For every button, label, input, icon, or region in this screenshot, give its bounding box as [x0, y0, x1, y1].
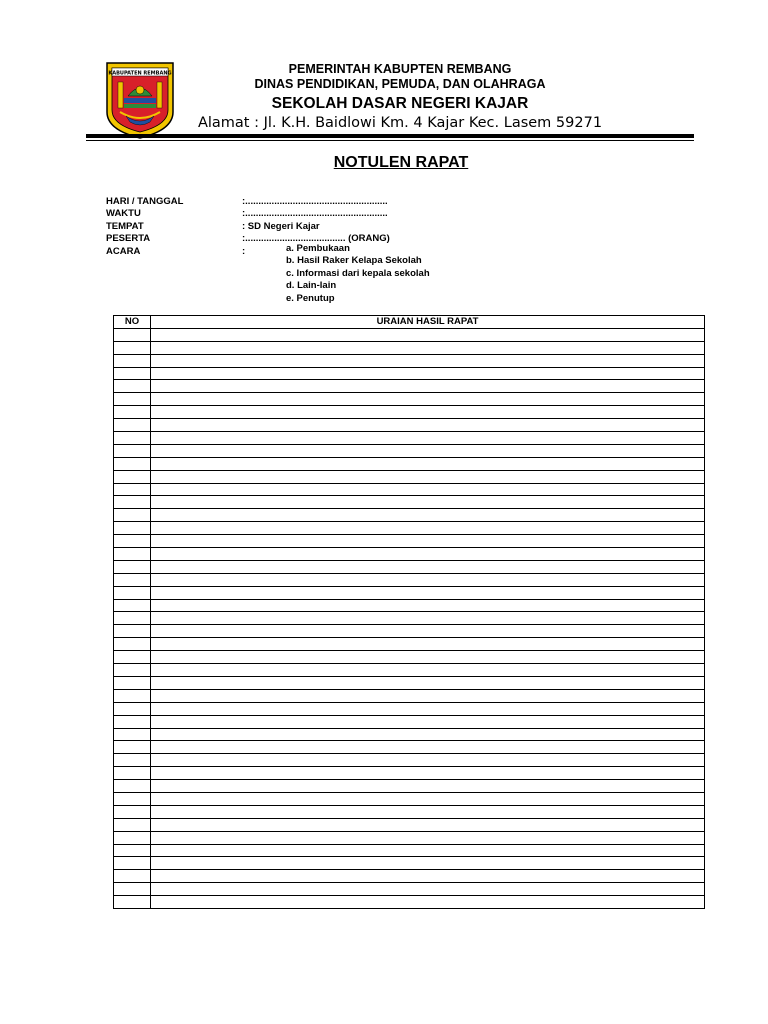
table-row: [114, 767, 705, 780]
cell-no: [114, 328, 151, 341]
cell-no: [114, 380, 151, 393]
cell-uraian: [151, 599, 705, 612]
letterhead: [180, 62, 620, 132]
cell-no: [114, 599, 151, 612]
cell-no: [114, 767, 151, 780]
cell-no: [114, 612, 151, 625]
cell-uraian: [151, 625, 705, 638]
cell-uraian: [151, 419, 705, 432]
cell-no: [114, 844, 151, 857]
agenda-list: [286, 243, 430, 305]
cell-no: [114, 354, 151, 367]
cell-no: [114, 509, 151, 522]
cell-no: [114, 560, 151, 573]
cell-uraian: [151, 818, 705, 831]
document-title: NOTULEN RAPAT: [333, 154, 469, 171]
table-row: [114, 883, 705, 896]
table-row: [114, 676, 705, 689]
table-row: [114, 780, 705, 793]
cell-no: [114, 444, 151, 457]
school-name: SEKOLAH DASAR NEGERI KAJAR: [271, 95, 529, 112]
table-row: [114, 586, 705, 599]
cell-uraian: [151, 509, 705, 522]
cell-no: [114, 792, 151, 805]
table-row: [114, 857, 705, 870]
cell-uraian: [151, 780, 705, 793]
info-value: :......................................................: [242, 196, 388, 207]
cell-no: [114, 883, 151, 896]
info-label: PESERTA: [106, 233, 151, 245]
table-row: [114, 792, 705, 805]
government-name: PEMERINTAH KABUPTEN REMBANG: [288, 62, 512, 76]
school-address: Alamat : Jl. K.H. Baidlowi Km. 4 Kajar Kec. Lasem 59271: [197, 115, 603, 131]
cell-uraian: [151, 444, 705, 457]
cell-no: [114, 857, 151, 870]
cell-uraian: [151, 612, 705, 625]
cell-no: [114, 393, 151, 406]
cell-no: [114, 728, 151, 741]
cell-no: [114, 818, 151, 831]
cell-uraian: [151, 522, 705, 535]
table-row: [114, 870, 705, 883]
cell-no: [114, 780, 151, 793]
cell-uraian: [151, 457, 705, 470]
table-body: [114, 328, 705, 908]
kabupaten-rembang-emblem: [104, 60, 176, 140]
table-row: [114, 702, 705, 715]
table-row: [114, 522, 705, 535]
table-row: [114, 560, 705, 573]
info-label: TEMPAT: [106, 220, 144, 232]
cell-uraian: [151, 393, 705, 406]
table-row: [114, 509, 705, 522]
cell-no: [114, 548, 151, 561]
cell-no: [114, 573, 151, 586]
table-row: [114, 380, 705, 393]
table-row: [114, 535, 705, 548]
table-row: [114, 651, 705, 664]
info-value: :......................................................: [242, 208, 388, 220]
table-row: [114, 483, 705, 496]
cell-uraian: [151, 664, 705, 677]
table-row: [114, 625, 705, 638]
table-row: [114, 354, 705, 367]
cell-no: [114, 406, 151, 419]
agenda-item: b. Hasil Raker Kelapa Sekolah: [286, 255, 422, 267]
cell-uraian: [151, 805, 705, 818]
cell-uraian: [151, 792, 705, 805]
cell-uraian: [151, 432, 705, 445]
table-header-row: [114, 316, 705, 329]
table-row: [114, 470, 705, 483]
table-row: [114, 367, 705, 380]
cell-uraian: [151, 831, 705, 844]
cell-uraian: [151, 406, 705, 419]
cell-no: [114, 664, 151, 677]
table-row: [114, 805, 705, 818]
cell-uraian: [151, 328, 705, 341]
table-row: [114, 818, 705, 831]
cell-uraian: [151, 728, 705, 741]
cell-uraian: [151, 767, 705, 780]
cell-uraian: [151, 573, 705, 586]
cell-uraian: [151, 689, 705, 702]
cell-no: [114, 470, 151, 483]
cell-no: [114, 522, 151, 535]
cell-no: [114, 870, 151, 883]
cell-uraian: [151, 651, 705, 664]
table-row: [114, 496, 705, 509]
info-label: WAKTU: [106, 208, 141, 220]
cell-no: [114, 702, 151, 715]
info-label: HARI / TANGGAL: [106, 196, 184, 207]
department-name: DINAS PENDIDIKAN, PEMUDA, DAN OLAHRAGA: [254, 77, 546, 91]
cell-uraian: [151, 483, 705, 496]
table-row: [114, 548, 705, 561]
cell-no: [114, 496, 151, 509]
table-row: [114, 664, 705, 677]
cell-uraian: [151, 586, 705, 599]
letterhead-divider-thin: [86, 140, 694, 141]
cell-no: [114, 341, 151, 354]
table-row: [114, 715, 705, 728]
table-row: [114, 689, 705, 702]
table-row: [114, 754, 705, 767]
cell-no: [114, 586, 151, 599]
cell-uraian: [151, 741, 705, 754]
table-row: [114, 393, 705, 406]
cell-no: [114, 741, 151, 754]
cell-uraian: [151, 341, 705, 354]
table-row: [114, 444, 705, 457]
cell-no: [114, 638, 151, 651]
info-value: :...................................... (ORANG): [242, 233, 390, 245]
info-value: : SD Negeri Kajar: [242, 220, 320, 232]
cell-no: [114, 483, 151, 496]
table-row: [114, 612, 705, 625]
cell-no: [114, 457, 151, 470]
cell-no: [114, 715, 151, 728]
cell-no: [114, 676, 151, 689]
cell-no: [114, 625, 151, 638]
table-row: [114, 432, 705, 445]
cell-uraian: [151, 470, 705, 483]
cell-uraian: [151, 638, 705, 651]
cell-no: [114, 367, 151, 380]
cell-no: [114, 805, 151, 818]
table-row: [114, 728, 705, 741]
cell-uraian: [151, 380, 705, 393]
table-row: [114, 896, 705, 909]
table-row: [114, 844, 705, 857]
cell-no: [114, 535, 151, 548]
cell-no: [114, 754, 151, 767]
cell-uraian: [151, 354, 705, 367]
cell-no: [114, 831, 151, 844]
table-row: [114, 741, 705, 754]
cell-no: [114, 419, 151, 432]
cell-uraian: [151, 548, 705, 561]
cell-no: [114, 689, 151, 702]
table-row: [114, 599, 705, 612]
table-row: [114, 341, 705, 354]
table-row: [114, 831, 705, 844]
agenda-item: d. Lain-lain: [286, 280, 337, 292]
agenda-item: e. Penutup: [286, 292, 335, 304]
cell-no: [114, 651, 151, 664]
column-header-uraian: URAIAN HASIL RAPAT: [151, 316, 705, 329]
agenda-item: a. Pembukaan: [286, 243, 350, 254]
agenda-item: c. Informasi dari kepala sekolah: [286, 267, 430, 279]
cell-uraian: [151, 535, 705, 548]
cell-uraian: [151, 496, 705, 509]
table-row: [114, 573, 705, 586]
cell-uraian: [151, 367, 705, 380]
cell-uraian: [151, 883, 705, 896]
cell-uraian: [151, 896, 705, 909]
cell-no: [114, 896, 151, 909]
table-row: [114, 406, 705, 419]
letterhead-divider-thick: [86, 134, 694, 138]
table-row: [114, 638, 705, 651]
svg-text:KABUPATEN REMBANG: KABUPATEN REMBANG: [108, 70, 172, 77]
cell-uraian: [151, 870, 705, 883]
minutes-table: [113, 315, 705, 909]
cell-uraian: [151, 676, 705, 689]
cell-uraian: [151, 702, 705, 715]
table-row: [114, 457, 705, 470]
cell-uraian: [151, 844, 705, 857]
cell-uraian: [151, 754, 705, 767]
cell-no: [114, 432, 151, 445]
info-value: :: [242, 245, 246, 257]
column-header-no: NO: [114, 316, 151, 329]
table-row: [114, 419, 705, 432]
info-label: ACARA: [106, 245, 141, 257]
table-row: [114, 328, 705, 341]
cell-uraian: [151, 857, 705, 870]
cell-uraian: [151, 560, 705, 573]
cell-uraian: [151, 715, 705, 728]
